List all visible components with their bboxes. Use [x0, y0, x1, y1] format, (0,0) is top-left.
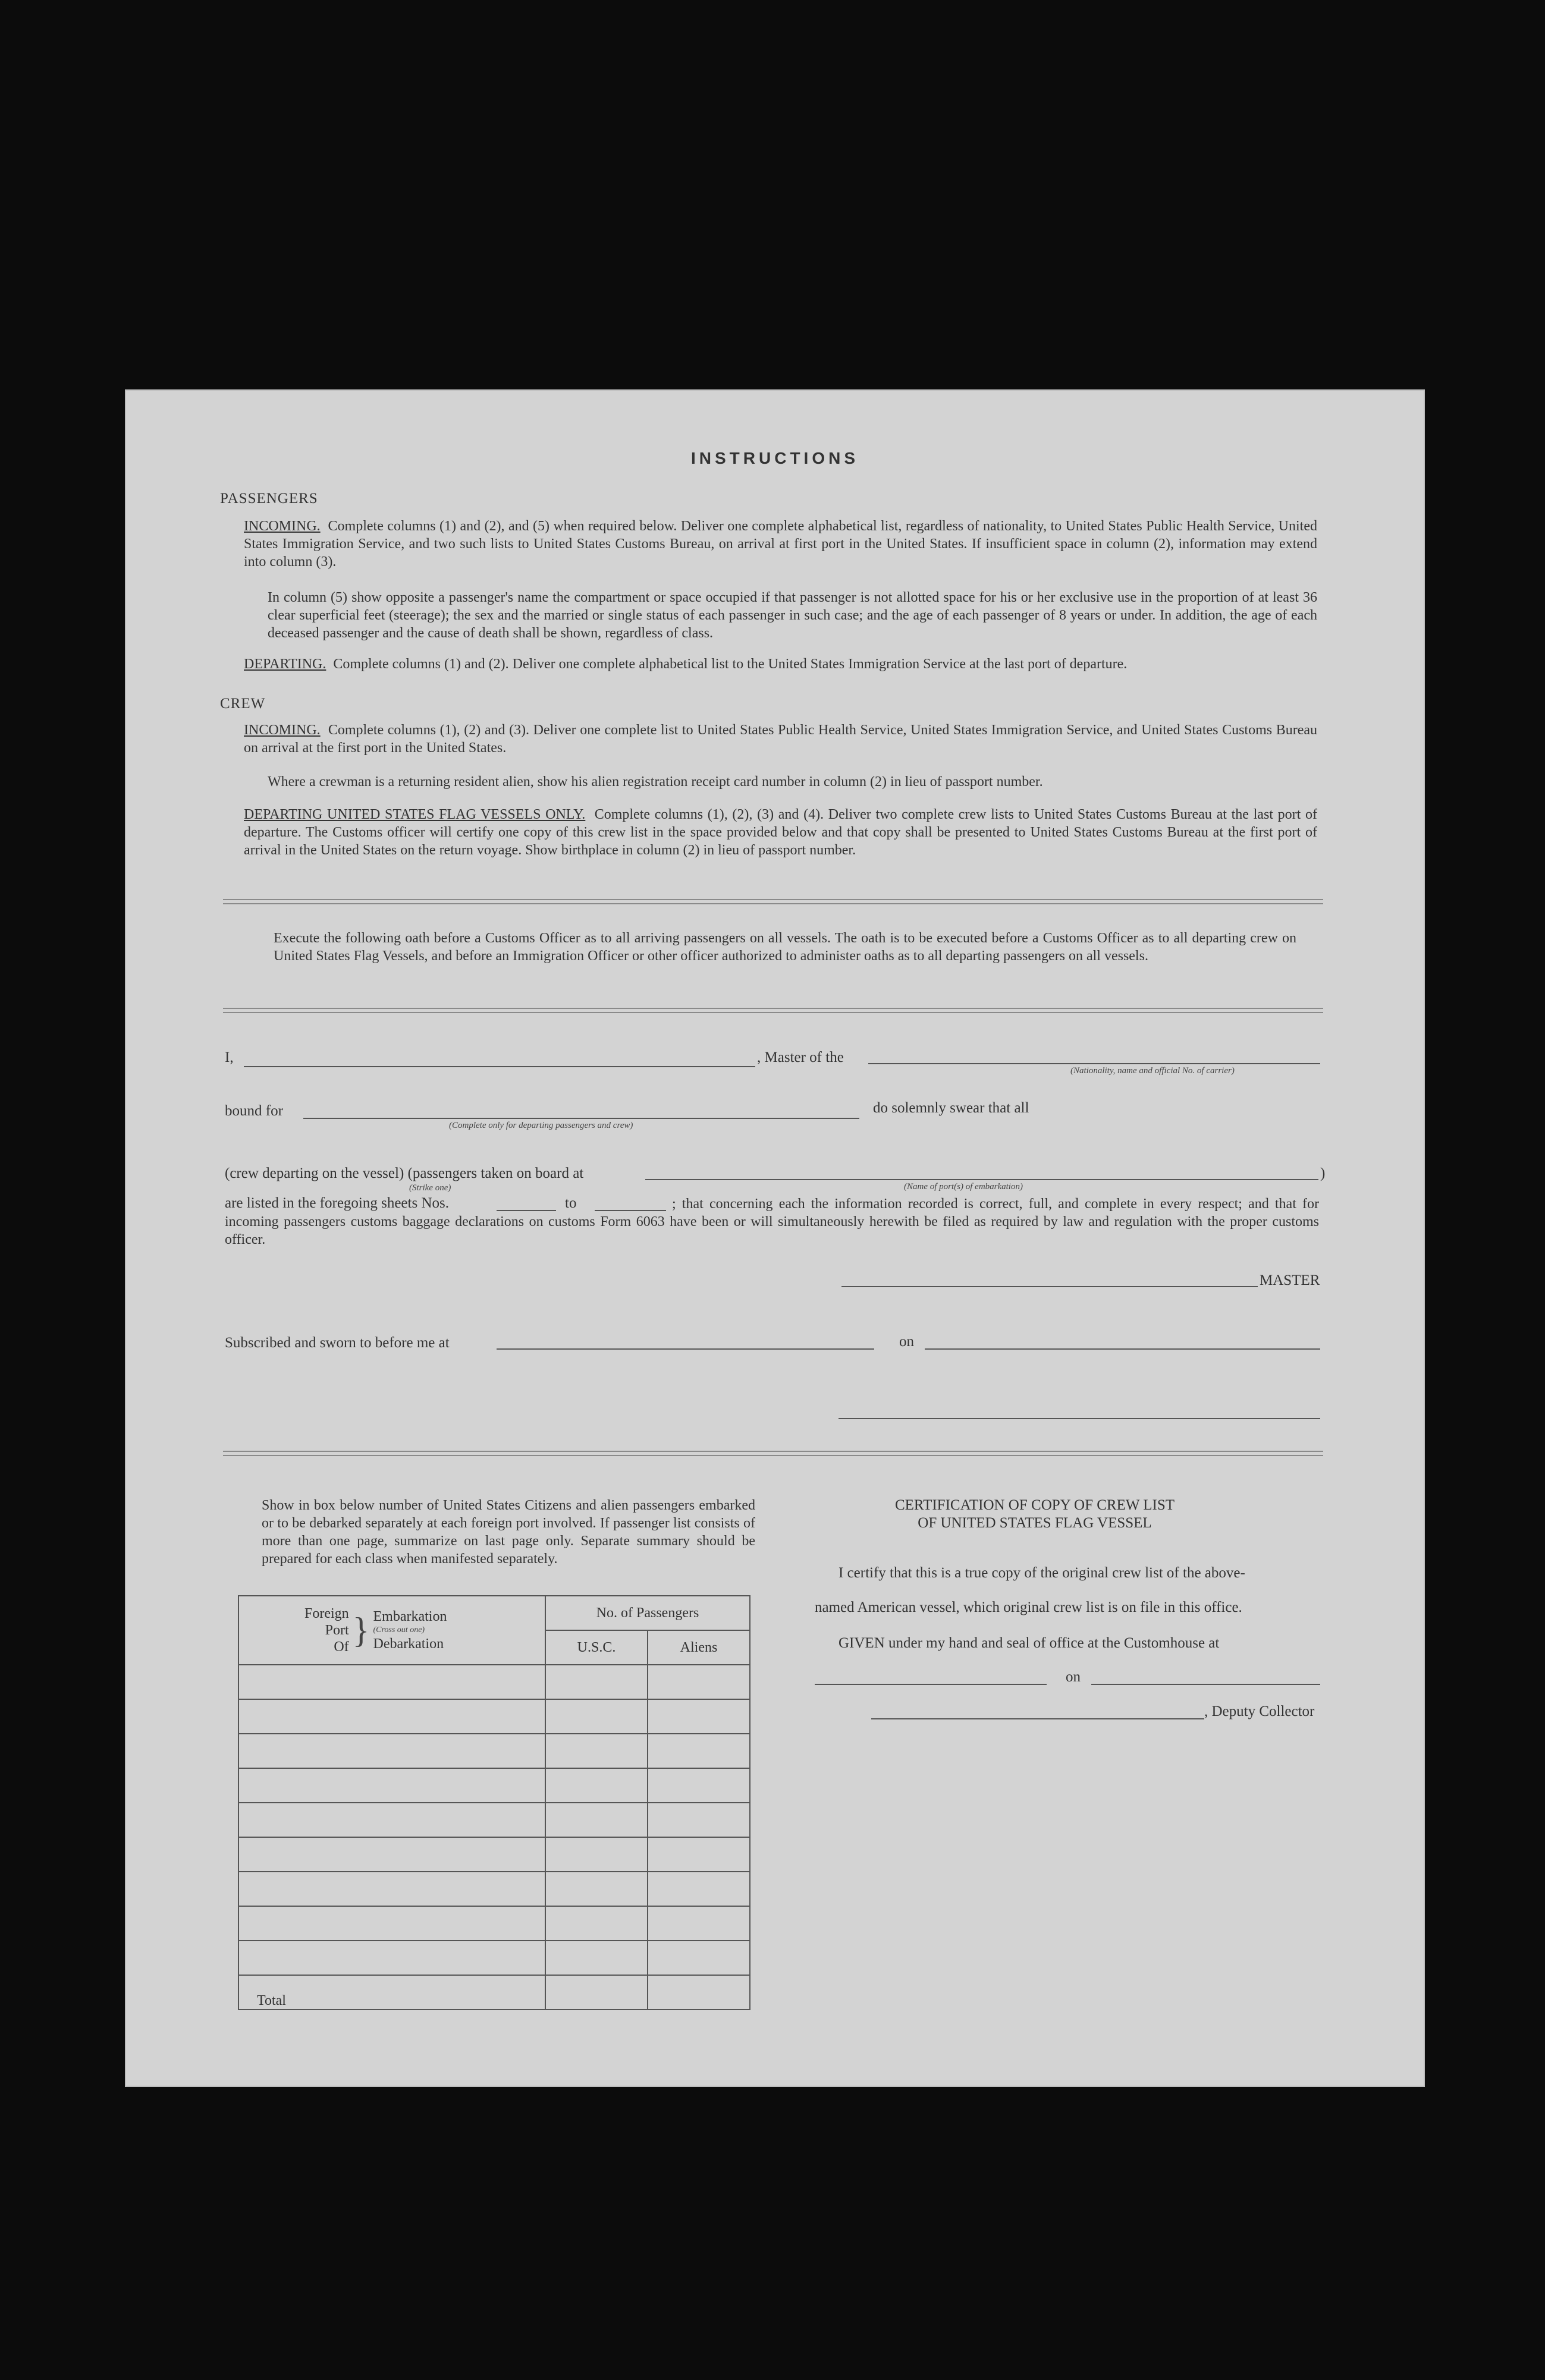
- to-label: to: [565, 1195, 577, 1211]
- officer-signature-field[interactable]: [839, 1418, 1320, 1419]
- aliens-cell[interactable]: [648, 1872, 750, 1906]
- usc-cell[interactable]: [545, 1837, 648, 1872]
- usc-cell[interactable]: [545, 1941, 648, 1975]
- passengers-departing-paragraph: [244, 655, 1317, 673]
- page-title: INSTRUCTIONS: [691, 449, 859, 467]
- brace-glyph: }: [352, 1611, 370, 1650]
- crew-incoming-text: Complete columns (1), (2) and (3). Deliver one complete list to United States Public Health Service, United States Immigration Service, and United States Customs Bureau on arrival at the first port in the United States.: [244, 722, 1318, 756]
- usc-cell[interactable]: [545, 1768, 648, 1803]
- passengers-departing-lead: DEPARTING.: [244, 656, 326, 672]
- port-cell[interactable]: [238, 1768, 545, 1803]
- table-row: [238, 1699, 750, 1734]
- oath-i-label: I,: [225, 1049, 234, 1065]
- port-cell[interactable]: [238, 1941, 545, 1975]
- ports-hint: (Name of port(s) of embarkation): [904, 1182, 1023, 1191]
- passengers-heading: PASSENGERS: [220, 491, 318, 507]
- total-label: Total: [238, 1975, 545, 2010]
- port-cell[interactable]: [238, 1699, 545, 1734]
- port-column-header: [238, 1596, 545, 1665]
- passengers-incoming-lead: INCOMING.: [244, 518, 321, 534]
- certification-date-field[interactable]: [1091, 1684, 1320, 1685]
- divider: [223, 899, 1323, 904]
- certify-line2: named American vessel, which original crew list is on file in this office.: [815, 1599, 1242, 1615]
- departing-hint: (Complete only for departing passengers and crew): [449, 1121, 633, 1130]
- usc-cell[interactable]: [545, 1803, 648, 1837]
- customhouse-field[interactable]: [815, 1684, 1047, 1685]
- summary-instructions: Show in box below number of United States Citizens and alien passengers embarked or to be debarked separately at each foreign port involved. If passenger list consists of more than one page, summarize on last page only. Separate summary should be prepared for each class when manifested separately.: [262, 1498, 755, 1567]
- total-row: [238, 1975, 750, 2010]
- table-row: [238, 1941, 750, 1975]
- carrier-field[interactable]: [868, 1063, 1320, 1064]
- port-cell[interactable]: [238, 1906, 545, 1941]
- crew-departing-text: Complete columns (1), (2), (3) and (4). Deliver two complete crew lists to United States Customs Bureau at the last port of departure. The Customs officer will certify one copy of this crew list in the space provided below and that copy shall be presented to United States Customs Bureau at the first port of arrival in the United States on the return voyage. Show birthplace in column (2) in lieu of passport number.: [244, 807, 1317, 858]
- bound-for-label: bound for: [225, 1103, 283, 1119]
- certify-line1: I certify that this is a true copy of the original crew list of the above-: [839, 1565, 1245, 1581]
- table-row: [238, 1906, 750, 1941]
- usc-cell[interactable]: [545, 1906, 648, 1941]
- strike-hint: (Strike one): [409, 1183, 451, 1193]
- divider: [223, 1008, 1323, 1013]
- listed-label: are listed in the foregoing sheets Nos.: [225, 1195, 449, 1211]
- close-paren: ): [1320, 1165, 1326, 1181]
- aliens-header: Aliens: [648, 1630, 750, 1665]
- usc-cell[interactable]: [545, 1734, 648, 1768]
- table-row: [238, 1665, 750, 1699]
- aliens-cell[interactable]: [648, 1837, 750, 1872]
- crew-departing-paragraph: [244, 806, 1317, 859]
- deputy-collector-label: , Deputy Collector: [1204, 1703, 1315, 1719]
- master-signature-field[interactable]: [841, 1286, 1258, 1287]
- document-sheet: [125, 389, 1425, 2087]
- sworn-on-label: on: [899, 1334, 914, 1350]
- port-cell[interactable]: [238, 1734, 545, 1768]
- swear-label: do solemnly swear that all: [873, 1100, 1029, 1116]
- passengers-incoming-paragraph: [244, 517, 1317, 571]
- aliens-cell[interactable]: [648, 1941, 750, 1975]
- of-label: Of: [334, 1639, 349, 1655]
- master-name-field[interactable]: [244, 1066, 755, 1067]
- nationality-hint: (Nationality, name and official No. of carrier): [1070, 1066, 1235, 1076]
- aliens-cell[interactable]: [648, 1906, 750, 1941]
- certification-on-label: on: [1066, 1669, 1081, 1685]
- table-row: [238, 1803, 750, 1837]
- usc-cell[interactable]: [545, 1699, 648, 1734]
- aliens-cell[interactable]: [648, 1734, 750, 1768]
- no-passengers-header: No. of Passengers: [545, 1596, 750, 1630]
- master-label: MASTER: [1260, 1272, 1320, 1288]
- master-of-label: , Master of the: [757, 1049, 844, 1065]
- oath-execute-paragraph: Execute the following oath before a Customs Officer as to all arriving passengers on all vessels. The oath is to be executed before a Customs Officer as to all departing crew on United States Flag Vessels, and before an Immigration Officer or other officer authorized to administer oaths as to all departing passengers on all vessels.: [274, 930, 1296, 964]
- crew-departing-lead: DEPARTING UNITED STATES FLAG VESSELS ONLY.: [244, 807, 586, 822]
- passengers-incoming-text: Complete columns (1) and (2), and (5) when required below. Deliver one complete alphabetical list, regardless of nationality, to United States Public Health Service, United States Immigration Service, and two such lists to United States Customs Bureau, on arrival at first port in the United States. If insufficient space in column (2), information may extend into column (3).: [244, 518, 1318, 570]
- passengers-departing-text: Complete columns (1) and (2). Deliver one complete alphabetical list to the United States Immigration Service at the last port of departure.: [333, 656, 1128, 672]
- port-cell[interactable]: [238, 1665, 545, 1699]
- usc-header: U.S.C.: [545, 1630, 648, 1665]
- crew-incoming-paragraph: [244, 721, 1317, 757]
- deputy-signature-field[interactable]: [871, 1718, 1204, 1719]
- usc-cell[interactable]: [545, 1665, 648, 1699]
- certification-title-line1: CERTIFICATION OF COPY OF CREW LIST: [894, 1497, 1175, 1513]
- passenger-summary-table: [238, 1595, 750, 2010]
- port-label: Port: [325, 1623, 349, 1638]
- divider: [223, 1451, 1323, 1456]
- table-row: [238, 1837, 750, 1872]
- debarkation-label: Debarkation: [373, 1636, 444, 1652]
- port-cell[interactable]: [238, 1872, 545, 1906]
- aliens-total-cell[interactable]: [648, 1975, 750, 2010]
- port-cell[interactable]: [238, 1803, 545, 1837]
- table-row: [238, 1734, 750, 1768]
- aliens-cell[interactable]: [648, 1803, 750, 1837]
- passengers-column5-paragraph: In column (5) show opposite a passenger's name the compartment or space occupied if that passenger is not allotted space for his or her exclusive use in the proportion of at least 36 clear superficial feet (steerage); the sex and the married or single status of each passenger in such case; and the age of each passenger of 8 years or under. In addition, the age of each deceased passenger and the cause of death shall be shown, regardless of class.: [268, 590, 1317, 641]
- concerning-paragraph: ; that concerning each the information recorded is correct, full, and complete in every respect; and that for incoming passengers customs baggage declarations on customs Form 6063 have been or will simultaneously herewith be filed as required by law and regulation with the proper customs officer.: [225, 1196, 1319, 1247]
- aliens-cell[interactable]: [648, 1699, 750, 1734]
- crew-resident-paragraph: Where a crewman is a returning resident alien, show his alien registration receipt card number in column (2) in lieu of passport number.: [268, 774, 1043, 790]
- table-row: [238, 1872, 750, 1906]
- sworn-date-field[interactable]: [925, 1348, 1320, 1350]
- cross-out-hint: (Cross out one): [373, 1626, 425, 1634]
- crew-departing-label: (crew departing on the vessel) (passengers taken on board at: [225, 1165, 584, 1181]
- certification-title-line2: OF UNITED STATES FLAG VESSEL: [918, 1515, 1152, 1531]
- port-cell[interactable]: [238, 1837, 545, 1872]
- crew-incoming-lead: INCOMING.: [244, 722, 321, 738]
- embarkation-label: Embarkation: [373, 1609, 447, 1624]
- aliens-cell[interactable]: [648, 1768, 750, 1803]
- aliens-cell[interactable]: [648, 1665, 750, 1699]
- usc-total-cell[interactable]: [545, 1975, 648, 2010]
- embarkation-ports-field[interactable]: [645, 1179, 1318, 1180]
- table-row: [238, 1768, 750, 1803]
- bound-for-field[interactable]: [303, 1118, 859, 1119]
- usc-cell[interactable]: [545, 1872, 648, 1906]
- crew-heading: CREW: [220, 696, 266, 712]
- subscribed-label: Subscribed and sworn to before me at: [225, 1335, 450, 1351]
- given-line: GIVEN under my hand and seal of office at the Customhouse at: [839, 1635, 1220, 1651]
- certification-title: [839, 1496, 1231, 1532]
- foreign-label: Foreign: [304, 1606, 349, 1621]
- sworn-place-field[interactable]: [497, 1348, 874, 1350]
